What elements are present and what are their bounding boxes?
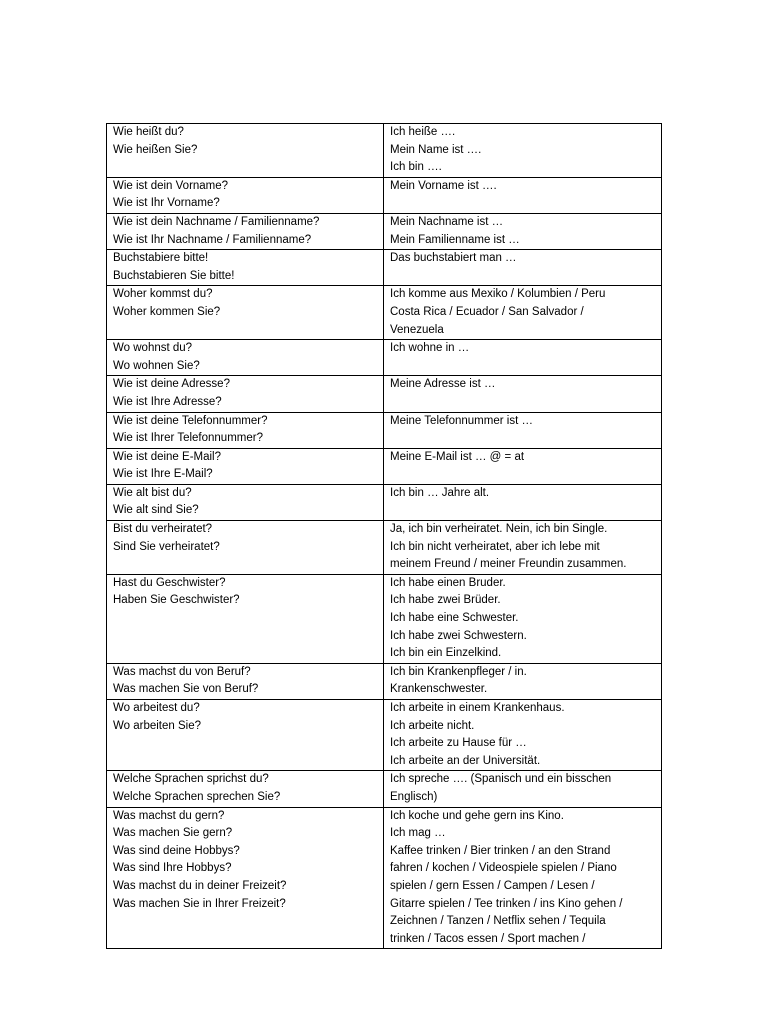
answer-cell <box>384 448 662 484</box>
table-row <box>107 412 662 448</box>
answer-line: Ich bin ein Einzelkind. <box>390 647 502 660</box>
question-cell <box>107 340 384 376</box>
question-cell <box>107 213 384 249</box>
question-cell <box>107 124 384 178</box>
answer-line: Mein Nachname ist … <box>390 215 504 228</box>
question-cell <box>107 448 384 484</box>
question-line: Haben Sie Geschwister? <box>113 594 240 607</box>
question-line: Wo wohnen Sie? <box>113 359 200 372</box>
question-line: Wie ist dein Vorname? <box>113 179 229 192</box>
question-cell <box>107 250 384 286</box>
answer-cell <box>384 521 662 575</box>
answer-cell <box>384 663 662 699</box>
answer-line: Meine Telefonnummer ist … <box>390 414 533 427</box>
question-line: Wie ist Ihre E-Mail? <box>113 468 213 481</box>
answer-cell <box>384 177 662 213</box>
answer-line: Ich bin nicht verheiratet, aber ich lebe mit <box>390 540 600 553</box>
answer-line: meinem Freund / meiner Freundin zusammen. <box>390 558 627 571</box>
question-line: Wo wohnst du? <box>113 342 193 355</box>
answer-line: Zeichnen / Tanzen / Netflix sehen / Tequila <box>390 915 606 928</box>
question-line: Wie heißen Sie? <box>113 143 198 156</box>
question-line: Welche Sprachen sprechen Sie? <box>113 790 281 803</box>
answer-line: Ich heiße …. <box>390 126 456 138</box>
question-line: Woher kommen Sie? <box>113 305 221 318</box>
question-line: Was machst du von Beruf? <box>113 665 251 678</box>
answer-line: Venezuela <box>390 323 444 336</box>
phrase-table <box>106 123 662 949</box>
answer-line: Ich habe zwei Schwestern. <box>390 629 527 642</box>
question-line: Hast du Geschwister? <box>113 576 226 589</box>
question-cell <box>107 521 384 575</box>
answer-line: Ich mag … <box>390 827 446 840</box>
answer-line: Ich wohne in … <box>390 342 470 355</box>
question-line: Wie ist Ihrer Telefonnummer? <box>113 432 263 445</box>
table-row <box>107 521 662 575</box>
answer-line: Das buchstabiert man … <box>390 252 517 265</box>
question-cell <box>107 484 384 520</box>
answer-line: Ich habe eine Schwester. <box>390 612 519 625</box>
table-row <box>107 700 662 771</box>
question-cell <box>107 771 384 807</box>
answer-line: Meine Adresse ist … <box>390 378 496 391</box>
question-line: Wie ist Ihr Nachname / Familienname? <box>113 233 312 246</box>
question-line: Was machst du gern? <box>113 809 225 822</box>
question-line: Buchstabieren Sie bitte! <box>113 269 235 282</box>
answer-line: Englisch) <box>390 790 438 803</box>
question-line: Was machen Sie in Ihrer Freizeit? <box>113 897 286 910</box>
question-line: Wo arbeiten Sie? <box>113 719 202 732</box>
answer-cell <box>384 771 662 807</box>
answer-line: Meine E-Mail ist … @ = at <box>390 450 525 463</box>
answer-line: Krankenschwester. <box>390 683 488 696</box>
answer-cell <box>384 807 662 949</box>
answer-line: Ich habe zwei Brüder. <box>390 594 501 607</box>
phrase-table-body <box>107 124 662 949</box>
answer-line: Ich koche und gehe gern ins Kino. <box>390 809 564 822</box>
table-row <box>107 213 662 249</box>
answer-line: spielen / gern Essen / Campen / Lesen / <box>390 879 595 892</box>
question-line: Wo arbeitest du? <box>113 702 200 714</box>
question-line: Was sind Ihre Hobbys? <box>113 862 232 875</box>
table-row <box>107 771 662 807</box>
answer-line: Costa Rica / Ecuador / San Salvador / <box>390 305 584 318</box>
answer-cell <box>384 700 662 771</box>
question-cell <box>107 177 384 213</box>
answer-line: Ja, ich bin verheiratet. Nein, ich bin Single. <box>390 523 608 536</box>
question-line: Was machst du in deiner Freizeit? <box>113 879 287 892</box>
question-cell <box>107 412 384 448</box>
answer-line: trinken / Tacos essen / Sport machen / <box>390 932 586 945</box>
answer-line: Mein Familienname ist … <box>390 233 520 246</box>
question-line: Sind Sie verheiratet? <box>113 540 220 553</box>
table-row <box>107 177 662 213</box>
question-cell <box>107 807 384 949</box>
answer-cell <box>384 484 662 520</box>
answer-line: Mein Name ist …. <box>390 143 482 156</box>
answer-line: Ich bin … Jahre alt. <box>390 486 490 499</box>
question-line: Buchstabiere bitte! <box>113 252 209 265</box>
question-cell <box>107 574 384 663</box>
question-cell <box>107 286 384 340</box>
table-row <box>107 376 662 412</box>
answer-cell <box>384 376 662 412</box>
question-line: Wie heißt du? <box>113 126 184 138</box>
answer-line: Ich spreche …. (Spanisch und ein bisschen <box>390 773 612 786</box>
question-line: Woher kommst du? <box>113 288 213 301</box>
table-row <box>107 250 662 286</box>
answer-line: Ich habe einen Bruder. <box>390 576 506 589</box>
question-cell <box>107 663 384 699</box>
table-row <box>107 574 662 663</box>
question-line: Wie alt bist du? <box>113 486 192 499</box>
question-line: Was machen Sie von Beruf? <box>113 683 259 696</box>
answer-cell <box>384 574 662 663</box>
table-row <box>107 340 662 376</box>
question-line: Wie ist deine Telefonnummer? <box>113 414 268 427</box>
question-line: Wie ist deine Adresse? <box>113 378 230 391</box>
answer-line: Mein Vorname ist …. <box>390 179 497 192</box>
answer-line: Ich arbeite in einem Krankenhaus. <box>390 702 565 714</box>
question-line: Wie alt sind Sie? <box>113 504 199 517</box>
question-line: Bist du verheiratet? <box>113 523 213 536</box>
answer-line: Gitarre spielen / Tee trinken / ins Kino gehen / <box>390 897 623 910</box>
answer-line: Ich komme aus Mexiko / Kolumbien / Peru <box>390 288 606 301</box>
answer-line: Ich bin …. <box>390 161 442 174</box>
question-line: Wie ist Ihr Vorname? <box>113 197 220 210</box>
answer-line: Ich arbeite an der Universität. <box>390 754 541 767</box>
answer-cell <box>384 213 662 249</box>
answer-line: fahren / kochen / Videospiele spielen / Piano <box>390 862 617 875</box>
question-line: Was machen Sie gern? <box>113 827 233 840</box>
answer-line: Kaffee trinken / Bier trinken / an den Strand <box>390 844 611 857</box>
question-line: Was sind deine Hobbys? <box>113 844 240 857</box>
answer-cell <box>384 124 662 178</box>
table-row <box>107 124 662 178</box>
question-cell <box>107 700 384 771</box>
answer-cell <box>384 340 662 376</box>
question-cell <box>107 376 384 412</box>
question-line: Wie ist dein Nachname / Familienname? <box>113 215 320 228</box>
answer-line: Ich arbeite zu Hause für … <box>390 737 527 750</box>
answer-cell <box>384 412 662 448</box>
answer-cell <box>384 250 662 286</box>
answer-line: Ich arbeite nicht. <box>390 719 475 732</box>
answer-cell <box>384 286 662 340</box>
question-line: Wie ist deine E-Mail? <box>113 450 222 463</box>
table-row <box>107 807 662 949</box>
table-row <box>107 448 662 484</box>
table-row <box>107 286 662 340</box>
table-row <box>107 663 662 699</box>
question-line: Wie ist Ihre Adresse? <box>113 395 222 408</box>
answer-line: Ich bin Krankenpfleger / in. <box>390 665 527 678</box>
table-row <box>107 484 662 520</box>
question-line: Welche Sprachen sprichst du? <box>113 773 269 786</box>
